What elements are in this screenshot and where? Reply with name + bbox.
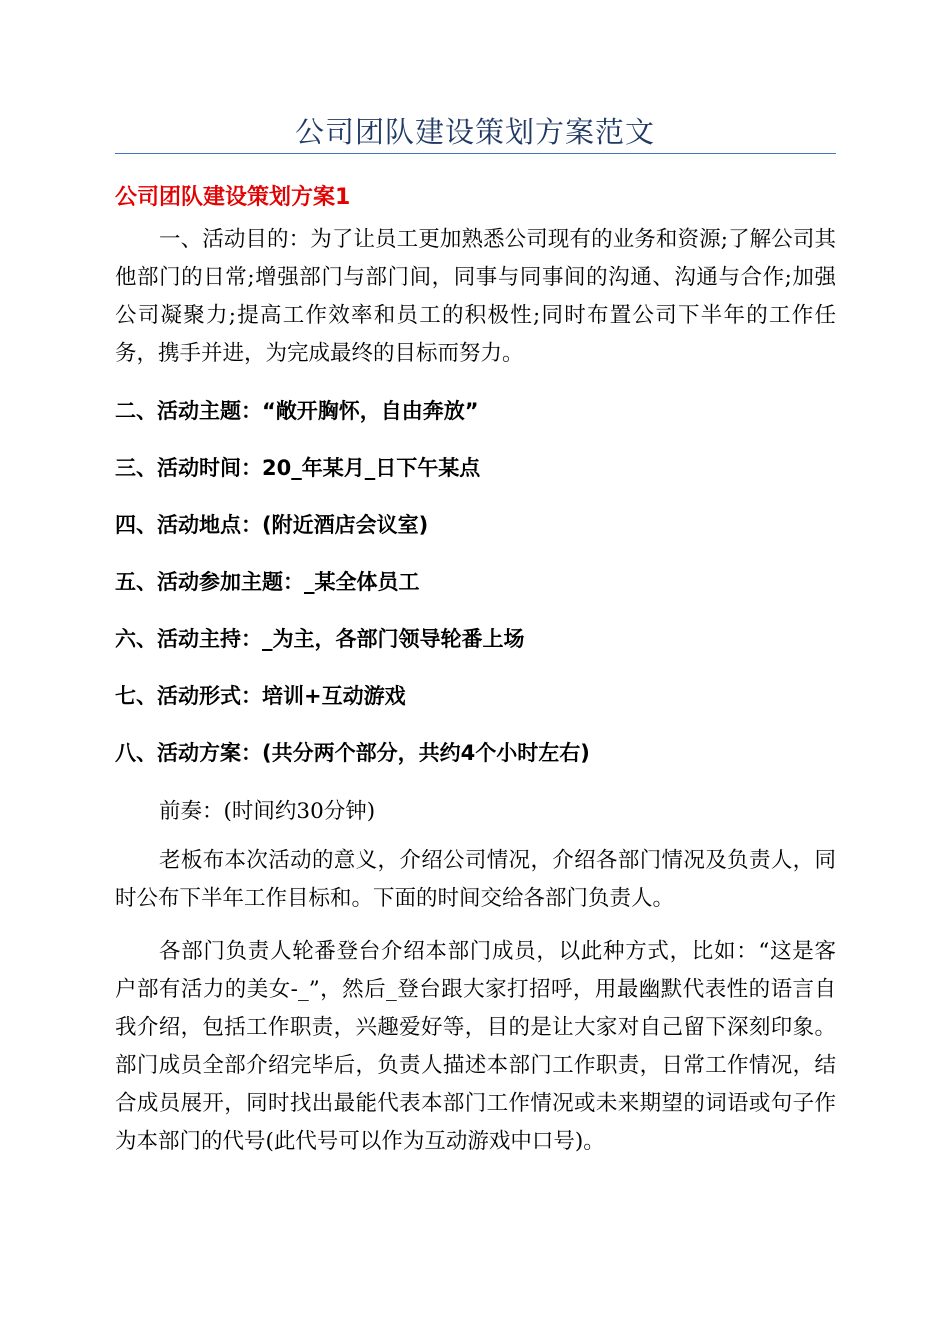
section-heading: 公司团队建设策划方案1: [115, 185, 351, 210]
item-activity-theme: 二、活动主题：“敞开胸怀，自由奔放”: [115, 399, 479, 423]
item-activity-participants: 五、活动参加主题：_某全体员工: [115, 570, 420, 594]
paragraph-department-intro: 各部门负责人轮番登台介绍本部门成员，以此种方式，比如：“这是客户部有活力的美女-_”，然后_登台跟大家打招呼，用最幽默代表性的语言自我介绍，包括工作职责，兴趣爱好等，目的是让大家对自己留下深刻印象。部门成员全部介绍完毕后，负责人描述本部门工作职责，日常工作情况，结合成员展开，同时找出最能代表本部门工作情况或未来期望的词语或句子作为本部门的代号(此代号可以作为互动游戏中口号)。: [115, 939, 836, 1154]
item-activity-time: 三、活动时间：20_年某月_日下午某点: [115, 456, 481, 480]
prelude-line: 前奏：(时间约30分钟): [159, 799, 376, 824]
item-activity-format: 七、活动形式：培训+互动游戏: [115, 684, 406, 708]
page-title: 公司团队建设策划方案范文: [294, 115, 655, 149]
paragraph-activity-goal: 一、活动目的：为了让员工更加熟悉公司现有的业务和资源;了解公司其他部门的日常;增强部门与部门间，同事与同事间的沟通、沟通与合作;加强公司凝聚力;提高工作效率和员工的积极性;同时布置公司下半年的工作任务，携手并进，为完成最终的目标而努力。: [115, 227, 836, 366]
item-activity-location: 四、活动地点：(附近酒店会议室): [115, 513, 429, 537]
item-activity-plan: 八、活动方案：(共分两个部分，共约4个小时左右): [115, 741, 590, 765]
item-activity-host: 六、活动主持：_为主，各部门领导轮番上场: [115, 627, 525, 651]
paragraph-boss-intro: 老板布本次活动的意义，介绍公司情况，介绍各部门情况及负责人，同时公布下半年工作目标和。下面的时间交给各部门负责人。: [115, 848, 836, 911]
title-divider: [115, 153, 836, 154]
